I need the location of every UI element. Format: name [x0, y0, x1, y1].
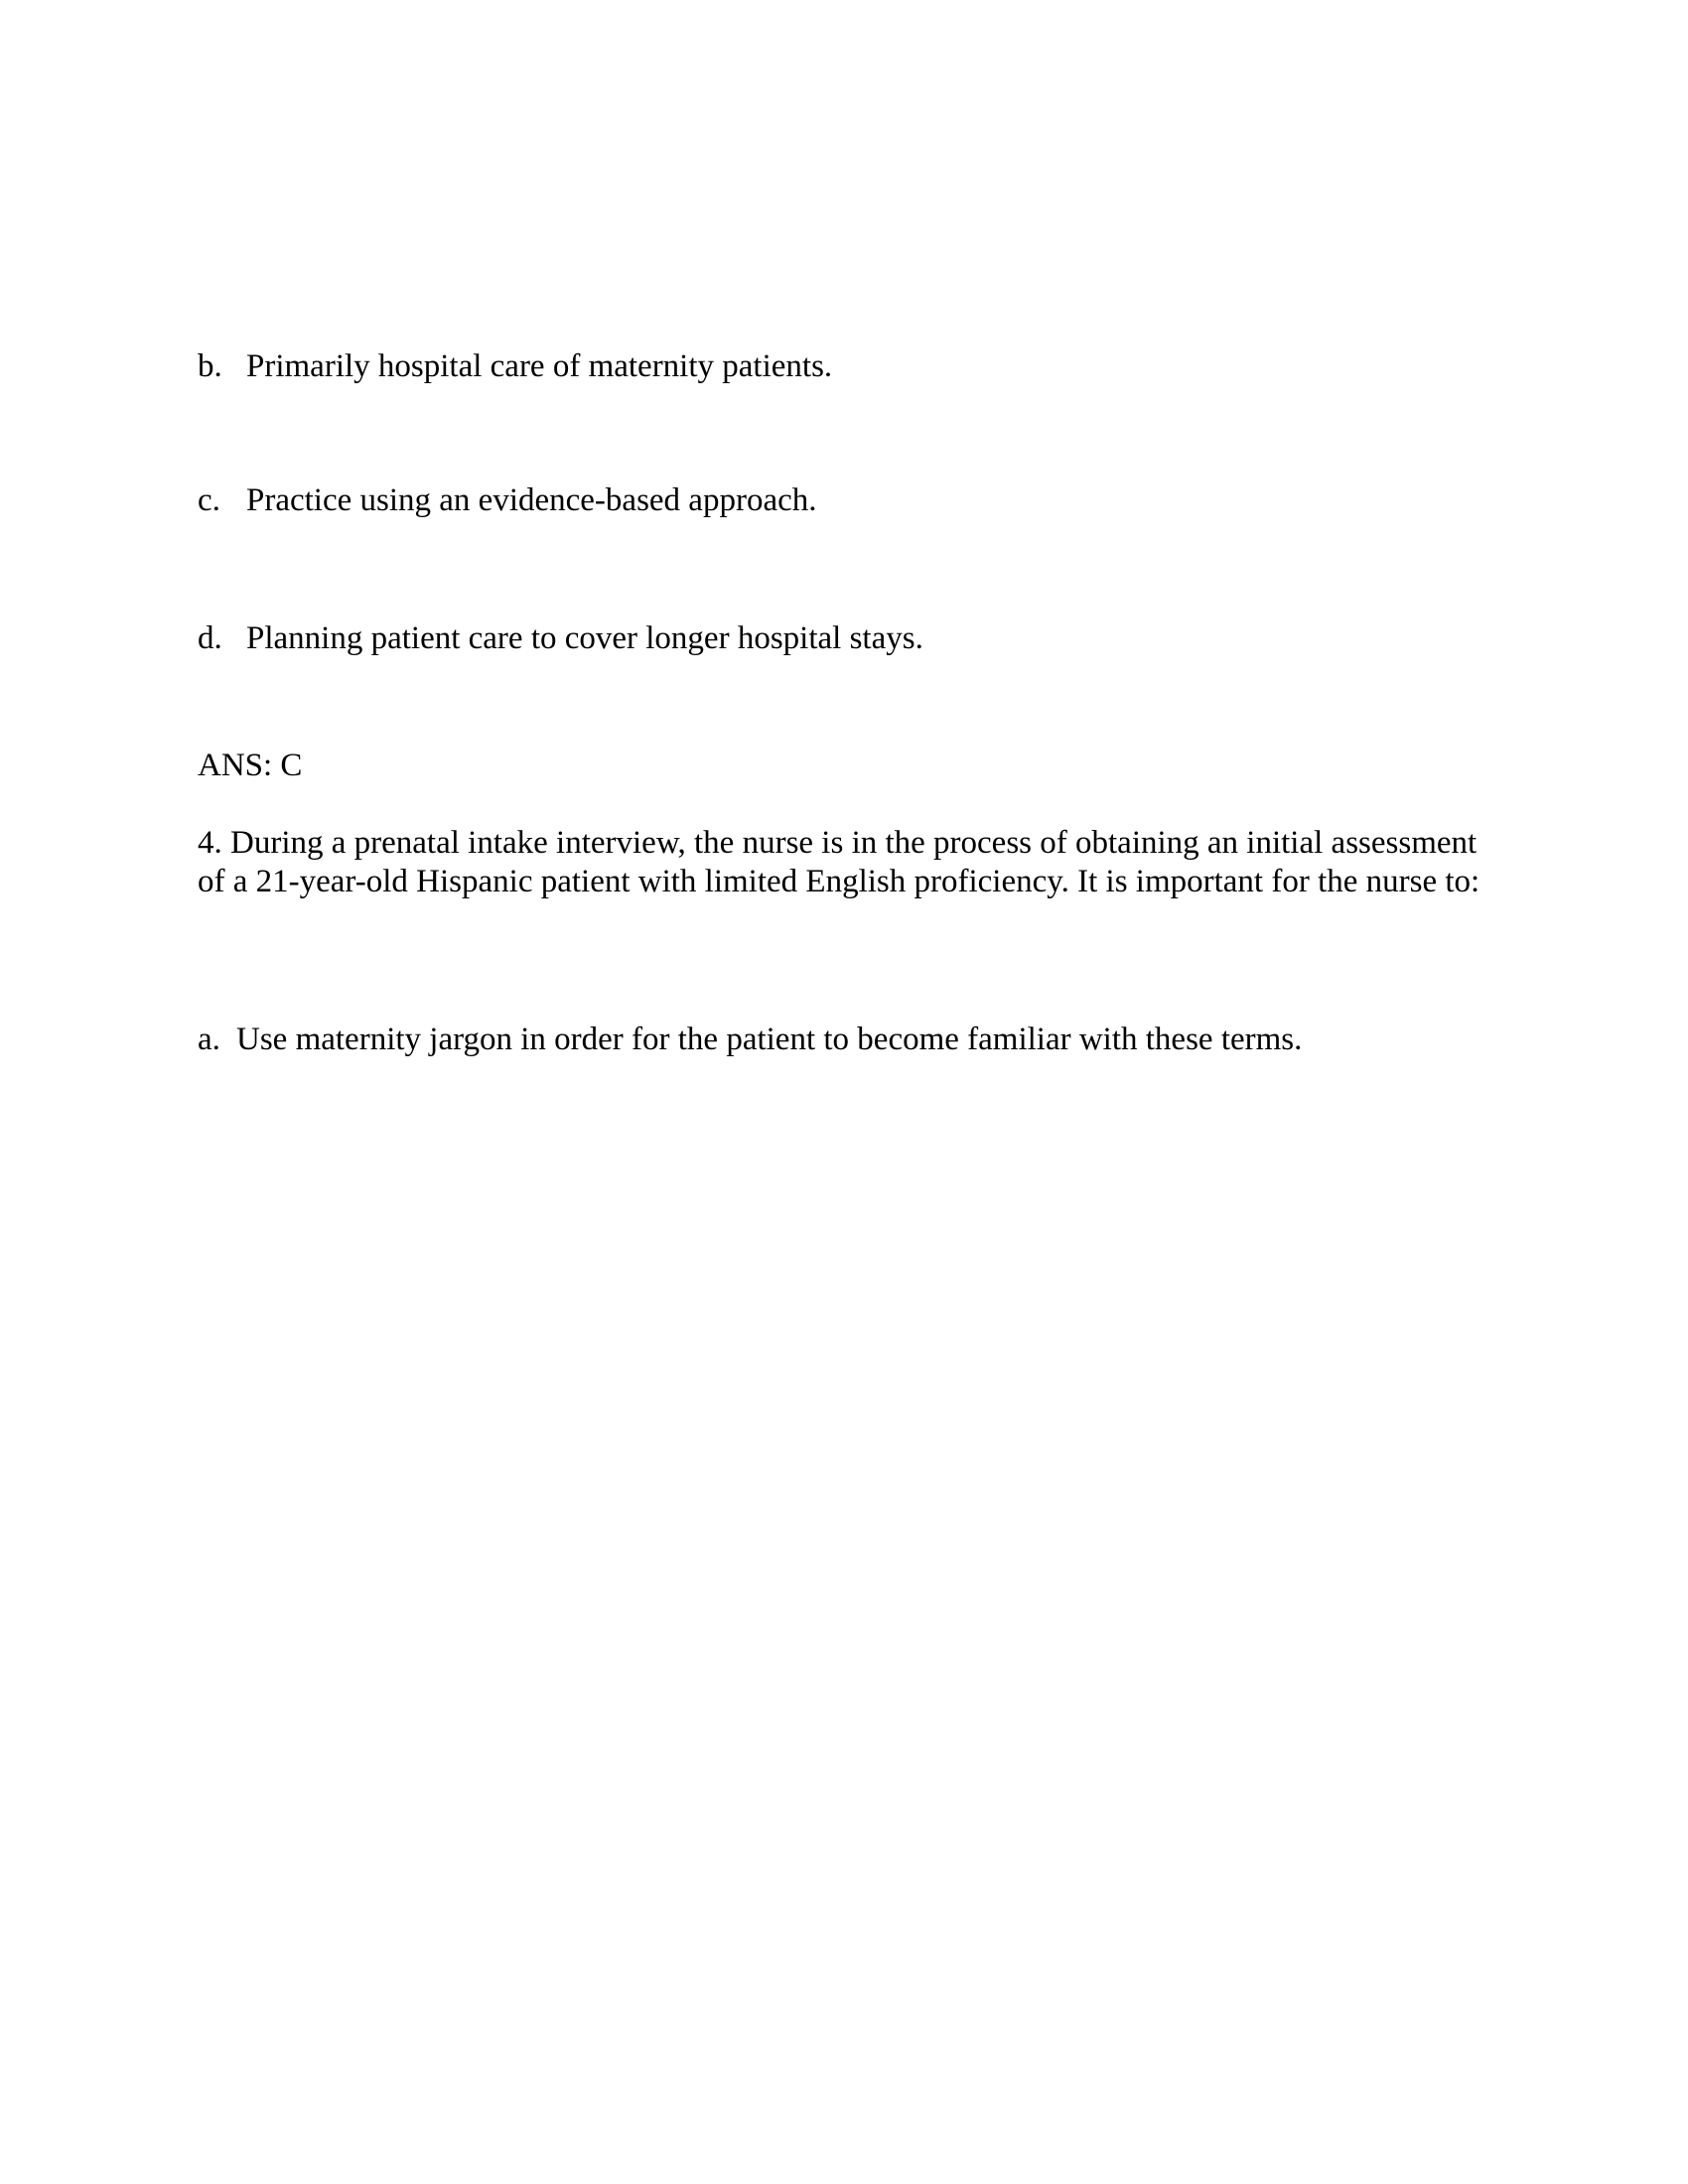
option-d [198, 619, 923, 658]
option-letter: c. [198, 482, 220, 518]
answer-key: ANS: C [198, 748, 303, 783]
option-text: Use maternity jargon in order for the patient to become familiar with these terms. [236, 1022, 1303, 1057]
option-text: Practice using an evidence-based approach. [246, 482, 817, 518]
option-a [198, 1021, 1303, 1059]
question-stem: 4. During a prenatal intake interview, the nurse is in the process of obtaining an initial assessment of a 21-year-old Hispanic patient with limited English proficiency. It is important for the nurse to: [198, 825, 1480, 899]
option-letter: a. [198, 1022, 220, 1057]
option-letter: b. [198, 348, 222, 384]
option-text: Primarily hospital care of maternity patients. [246, 348, 833, 384]
option-text: Planning patient care to cover longer hospital stays. [246, 620, 923, 656]
option-b [198, 347, 833, 386]
option-c [198, 481, 817, 520]
option-letter: d. [198, 620, 222, 656]
